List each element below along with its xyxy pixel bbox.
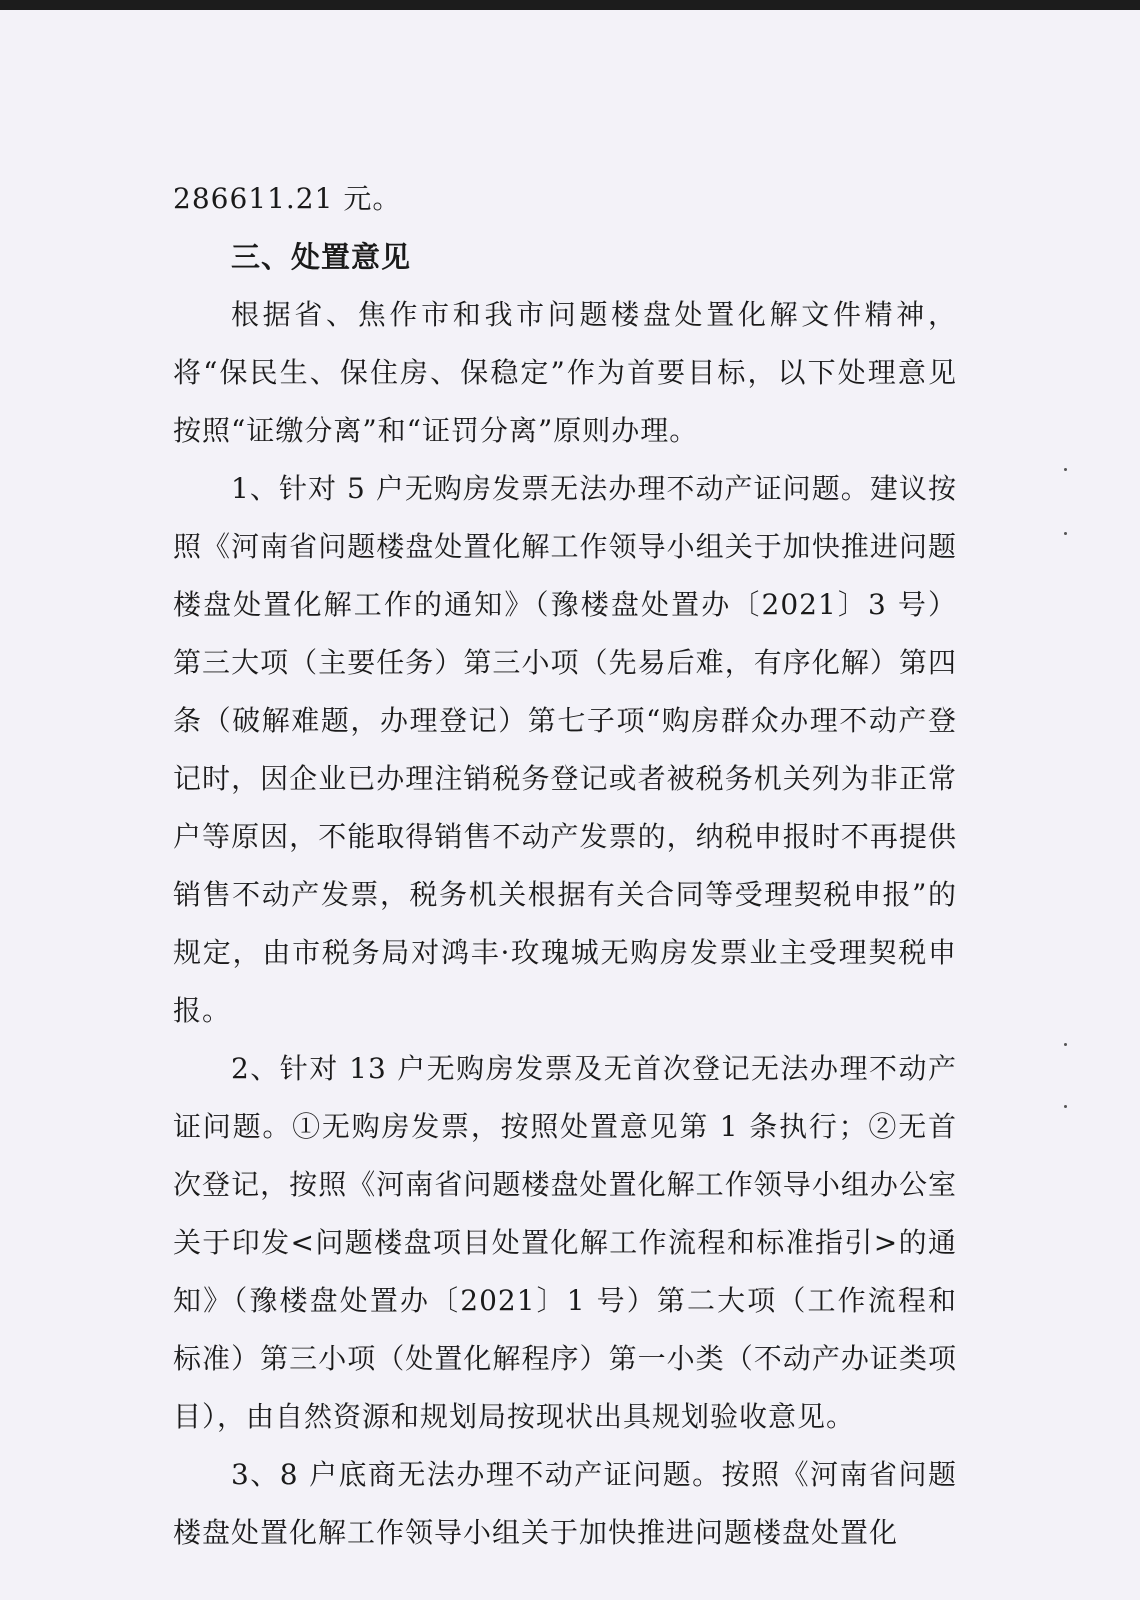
scan-speck [1064,468,1067,471]
lead-amount-line: 286611.21 元。 [173,182,402,215]
section-heading: 三、处置意见 [231,240,412,274]
paragraph-item-1: 1、针对 5 户无购房发票无法办理不动产证问题。建议按照《河南省问题楼盘处置化解工作领导小组关于加快推进问题楼盘处置化解工作的通知》（豫楼盘处置办〔2021〕3 号）第三大项（主要任务）第三小项（先易后难，有序化解）第四条（破解难题，办理登记）第七子项“购房群众办理不动产登记时，因企业已办理注销税务登记或者被税务机关列为非正常户等原因，不能取得销售不动产发票的，纳税申报时不再提供销售不动产发票，税务机关根据有关合同等受理契税申报”的规定，由市税务局对鸿丰·玫瑰城无购房发票业主受理契税申报。 [173,472,957,1027]
scan-speck [1064,1043,1067,1046]
document-page [0,10,1140,1600]
paragraph-item-3: 3、8 户底商无法办理不动产证问题。按照《河南省问题楼盘处置化解工作领导小组关于加快推进问题楼盘处置化 [173,1458,957,1549]
paragraph-item-2: 2、针对 13 户无购房发票及无首次登记无法办理不动产证问题。①无购房发票，按照处置意见第 1 条执行；②无首次登记，按照《河南省问题楼盘处置化解工作领导小组办公室关于印发<问题楼盘项目处置化解工作流程和标准指引>的通知》（豫楼盘处置办〔2021〕1 号）第二大项（工作流程和标准）第三小项（处置化解程序）第一小类（不动产办证类项目），由自然资源和规划局按现状出具规划验收意见。 [173,1052,957,1433]
paragraph-intro: 根据省、焦作市和我市问题楼盘处置化解文件精神，将“保民生、保住房、保稳定”作为首要目标，以下处理意见按照“证缴分离”和“证罚分离”原则办理。 [173,298,957,447]
document-body [173,170,957,1562]
scan-speck [1064,1105,1067,1108]
scan-speck [1064,532,1067,535]
